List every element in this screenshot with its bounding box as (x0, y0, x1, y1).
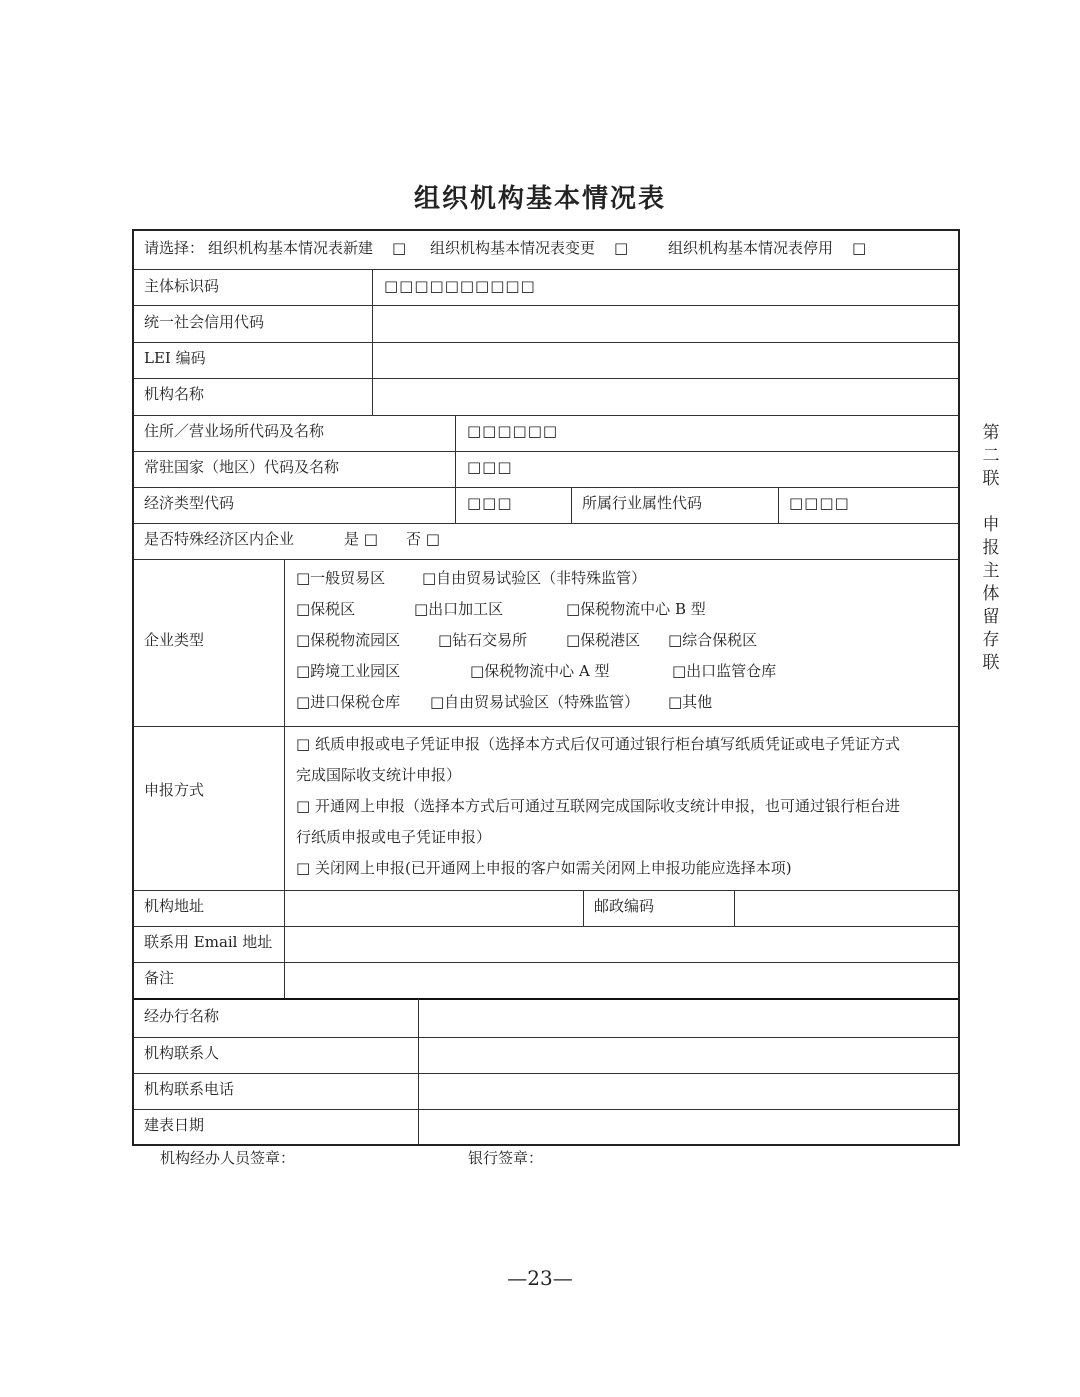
special-zone-no[interactable]: 否 □ (406, 530, 440, 548)
org-name-label: 机构名称 (144, 385, 205, 403)
side-char (979, 491, 1003, 514)
row-divider (134, 342, 958, 343)
option-stop-label: 组织机构基本情况表停用 (668, 239, 834, 257)
enterprise-option[interactable]: □一般贸易区 (296, 569, 386, 587)
option-change-checkbox[interactable]: □ (614, 239, 629, 257)
row-divider (134, 305, 958, 306)
declare-option-paper[interactable]: □ 纸质申报或电子凭证申报（选择本方式后仅可通过银行柜台填写纸质凭证或电子凭证方式 (296, 735, 900, 753)
enterprise-option[interactable]: □自由贸易试验区（特殊监管） (430, 693, 640, 711)
industry-label: 所属行业属性代码 (582, 494, 703, 512)
org-signature-label: 机构经办人员签章： (160, 1149, 296, 1167)
enterprise-option[interactable]: □保税区 (296, 600, 356, 618)
side-char: 主 (982, 561, 1000, 581)
side-char: 体 (982, 584, 1000, 604)
declare-option-online-cont: 行纸质申报或电子凭证申报） (296, 828, 492, 846)
enterprise-option[interactable]: □综合保税区 (668, 631, 758, 649)
credit-code-label: 统一社会信用代码 (144, 313, 265, 331)
side-char: 留 (982, 607, 1000, 627)
row-divider (134, 1037, 958, 1038)
postcode-label: 邮政编码 (594, 897, 655, 915)
econ-type-label: 经济类型代码 (144, 494, 235, 512)
select-prompt: 请选择： (144, 239, 205, 257)
declare-option-paper-cont: 完成国际收支统计申报） (296, 766, 462, 784)
contact-person-label: 机构联系人 (144, 1044, 220, 1062)
residence-boxes[interactable]: □□□□□□ (467, 422, 559, 440)
remark-label: 备注 (144, 969, 175, 987)
side-char: 存 (982, 630, 1000, 650)
enterprise-option[interactable]: □保税物流中心 A 型 (470, 662, 610, 680)
enterprise-option[interactable]: □钻石交易所 (438, 631, 528, 649)
bank-signature-label: 银行签章： (468, 1149, 544, 1167)
enterprise-option[interactable]: □出口监管仓库 (672, 662, 777, 680)
row-divider (134, 378, 958, 379)
row-divider (134, 415, 958, 416)
row-divider (134, 1109, 958, 1110)
date-label: 建表日期 (144, 1116, 205, 1134)
row-divider (134, 451, 958, 452)
col-divider (571, 487, 572, 523)
col-divider (455, 415, 456, 523)
enterprise-type-label: 企业类型 (144, 631, 205, 649)
col-divider (372, 269, 373, 415)
row-divider (134, 523, 958, 524)
enterprise-option[interactable]: □出口加工区 (414, 600, 504, 618)
row-divider (134, 726, 958, 727)
enterprise-option[interactable]: □跨境工业园区 (296, 662, 401, 680)
copy-label-vertical (979, 422, 1003, 675)
side-char: 申 (982, 515, 1000, 535)
enterprise-option[interactable]: □保税港区 (566, 631, 641, 649)
declare-option-close[interactable]: □ 关闭网上申报(已开通网上申报的客户如需关闭网上申报功能应选择本项) (296, 859, 792, 877)
email-label: 联系用 Email 地址 (144, 933, 273, 951)
option-new-label: 组织机构基本情况表新建 (208, 239, 374, 257)
address-label: 机构地址 (144, 897, 205, 915)
form-title: 组织机构基本情况表 (413, 184, 666, 214)
phone-label: 机构联系电话 (144, 1080, 235, 1098)
bank-name-label: 经办行名称 (144, 1007, 220, 1025)
enterprise-option[interactable]: □保税物流中心 B 型 (566, 600, 706, 618)
declare-method-label: 申报方式 (144, 781, 205, 799)
declare-option-online[interactable]: □ 开通网上申报（选择本方式后可通过互联网完成国际收支统计申报，也可通过银行柜台进 (296, 797, 900, 815)
subject-id-label: 主体标识码 (144, 277, 220, 295)
industry-boxes[interactable]: □□□□ (789, 494, 850, 512)
enterprise-option[interactable]: □自由贸易试验区（非特殊监管） (422, 569, 647, 587)
row-divider (134, 269, 958, 270)
subject-id-boxes[interactable]: □□□□□□□□□□ (384, 277, 536, 295)
col-divider (418, 998, 419, 1144)
side-char: 第 (982, 423, 1000, 443)
lei-label: LEI 编码 (144, 349, 206, 367)
row-divider (134, 1073, 958, 1074)
row-divider (134, 559, 958, 560)
col-divider (734, 890, 735, 926)
enterprise-option[interactable]: □进口保税仓库 (296, 693, 401, 711)
org-info-form (132, 229, 960, 1146)
residence-label: 住所／营业场所代码及名称 (144, 422, 325, 440)
special-zone-yes[interactable]: 是 □ (344, 530, 378, 548)
side-char: 联 (982, 469, 1000, 489)
country-boxes[interactable]: □□□ (467, 458, 513, 476)
col-divider (284, 559, 285, 998)
country-label: 常驻国家（地区）代码及名称 (144, 458, 340, 476)
enterprise-option[interactable]: □其他 (668, 693, 713, 711)
row-divider (134, 926, 958, 927)
row-divider (134, 487, 958, 488)
side-char: 联 (982, 653, 1000, 673)
row-divider (134, 962, 958, 963)
option-new-checkbox[interactable]: □ (392, 239, 407, 257)
col-divider (583, 890, 584, 926)
page-number: —23— (507, 1266, 573, 1290)
row-divider (134, 890, 958, 891)
econ-type-boxes[interactable]: □□□ (467, 494, 513, 512)
col-divider (778, 487, 779, 523)
side-char: 报 (982, 538, 1000, 558)
section-divider (134, 998, 958, 1000)
enterprise-option[interactable]: □保税物流园区 (296, 631, 401, 649)
option-change-label: 组织机构基本情况表变更 (430, 239, 596, 257)
side-char: 二 (982, 446, 1000, 466)
special-zone-label: 是否特殊经济区内企业 (144, 530, 295, 548)
option-stop-checkbox[interactable]: □ (852, 239, 867, 257)
